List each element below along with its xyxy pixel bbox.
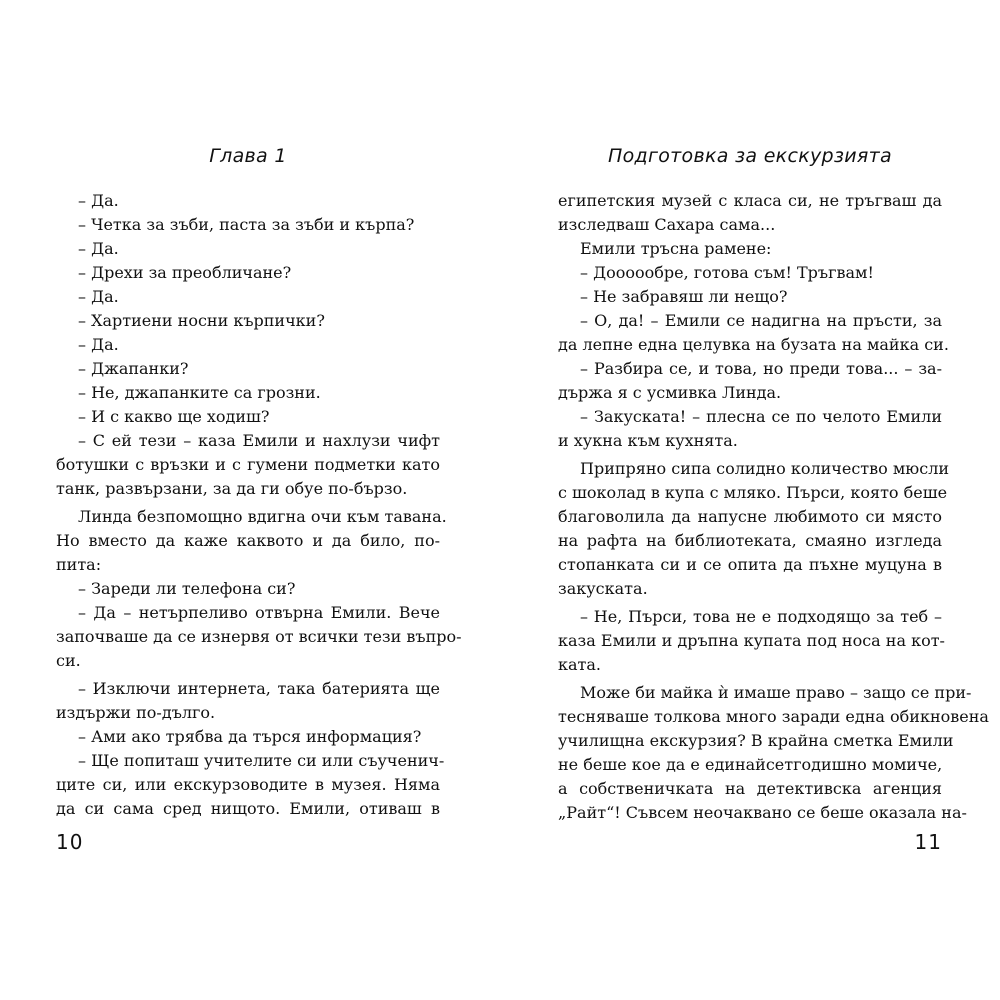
text-line: – Разбира се, и това, но преди това... – за- bbox=[580, 359, 942, 378]
text-line: Емили тръсна рамене: bbox=[580, 239, 772, 258]
text-line: а собственичката на детективска агенция bbox=[558, 779, 942, 798]
text-line: Може би майка ѝ имаше право – защо се при- bbox=[580, 683, 972, 702]
text-line: не беше кое да е единайсетгодишно момиче, bbox=[558, 755, 943, 774]
text-line: – Да – нетърпеливо отвърна Емили. Вече bbox=[78, 603, 440, 622]
text-line: пита: bbox=[56, 555, 102, 574]
text-line: – Джапанки? bbox=[78, 359, 189, 378]
page-number: 11 bbox=[914, 830, 942, 854]
text-line: училищна екскурзия? В крайна сметка Емили bbox=[558, 731, 954, 750]
text-line: да лепне една целувка на бузата на майка си. bbox=[558, 335, 949, 354]
text-line: – Не, джапанките са грозни. bbox=[78, 383, 321, 402]
text-line: – Дрехи за преобличане? bbox=[78, 263, 292, 282]
text-line: – Да. bbox=[78, 335, 119, 354]
text-line: египетския музей с класа си, не тръгваш да bbox=[558, 191, 942, 210]
text-line: – Зареди ли телефона си? bbox=[78, 579, 296, 598]
text-line: на рафта на библиотеката, смаяно изгледа bbox=[558, 531, 942, 550]
right-page bbox=[558, 0, 989, 1000]
page-number: 10 bbox=[56, 830, 84, 854]
text-line: закуската. bbox=[558, 579, 648, 598]
text-line: Линда безпомощно вдигна очи към тавана. bbox=[78, 507, 447, 526]
right-body-text bbox=[558, 189, 989, 825]
text-line: тесняваше толкова много заради една обикновена bbox=[558, 707, 989, 726]
text-line: ката. bbox=[558, 655, 602, 674]
text-line: – Да. bbox=[78, 191, 119, 210]
text-line: и хукна към кухнята. bbox=[558, 431, 738, 450]
text-line: да си сама сред нищото. Емили, отиваш в bbox=[56, 799, 440, 818]
text-line: издържи по-дълго. bbox=[56, 703, 216, 722]
text-line: – И с какво ще ходиш? bbox=[78, 407, 270, 426]
text-line: – Изключи интернета, така батерията ще bbox=[78, 679, 440, 698]
text-line: каза Емили и дръпна купата под носа на кот- bbox=[558, 631, 945, 650]
left-running-header: Глава 1 bbox=[209, 145, 287, 167]
left-page bbox=[56, 0, 462, 1000]
text-line: изследваш Сахара сама... bbox=[558, 215, 776, 234]
text-line: – Хартиени носни кърпички? bbox=[78, 311, 325, 330]
text-line: започваше да се изнервя от всички тези въпро- bbox=[56, 627, 462, 646]
text-line: Припряно сипа солидно количество мюсли bbox=[580, 459, 950, 478]
text-line: си. bbox=[56, 651, 81, 670]
text-line: – Четка за зъби, паста за зъби и кърпа? bbox=[78, 215, 415, 234]
text-line: – Да. bbox=[78, 239, 119, 258]
text-line: с шоколад в купа с мляко. Пърси, която беше bbox=[558, 483, 948, 502]
text-line: държа я с усмивка Линда. bbox=[558, 383, 782, 402]
text-line: стопанката си и се опита да пъхне муцуна в bbox=[558, 555, 942, 574]
left-body-text bbox=[56, 189, 462, 821]
text-line: „Райт“! Съвсем неочаквано се беше оказала на- bbox=[558, 803, 967, 822]
text-line: благоволила да напусне любимото си място bbox=[558, 507, 942, 526]
text-line: ците си, или екскурзоводите в музея. Няма bbox=[56, 775, 440, 794]
text-line: – Ами ако трябва да търся информация? bbox=[78, 727, 422, 746]
text-line: – Ще попиташ учителите си или съученич- bbox=[78, 751, 445, 770]
text-line: – Не забравяш ли нещо? bbox=[580, 287, 788, 306]
right-running-header: Подготовка за екскурзията bbox=[608, 145, 892, 167]
text-line: – О, да! – Емили се надигна на пръсти, за bbox=[580, 311, 942, 330]
text-line: танк, развързани, за да ги обуе по-бързо. bbox=[56, 479, 408, 498]
text-line: – Доооообре, готова съм! Тръгвам! bbox=[580, 263, 874, 282]
text-line: Но вместо да каже каквото и да било, по- bbox=[56, 531, 440, 550]
text-line: – С ей тези – каза Емили и нахлузи чифт bbox=[78, 431, 440, 450]
text-line: – Не, Пърси, това не е подходящо за теб – bbox=[580, 607, 942, 626]
text-line: – Закуската! – плесна се по челото Емили bbox=[580, 407, 942, 426]
text-line: – Да. bbox=[78, 287, 119, 306]
text-line: ботушки с връзки и с гумени подметки като bbox=[56, 455, 440, 474]
